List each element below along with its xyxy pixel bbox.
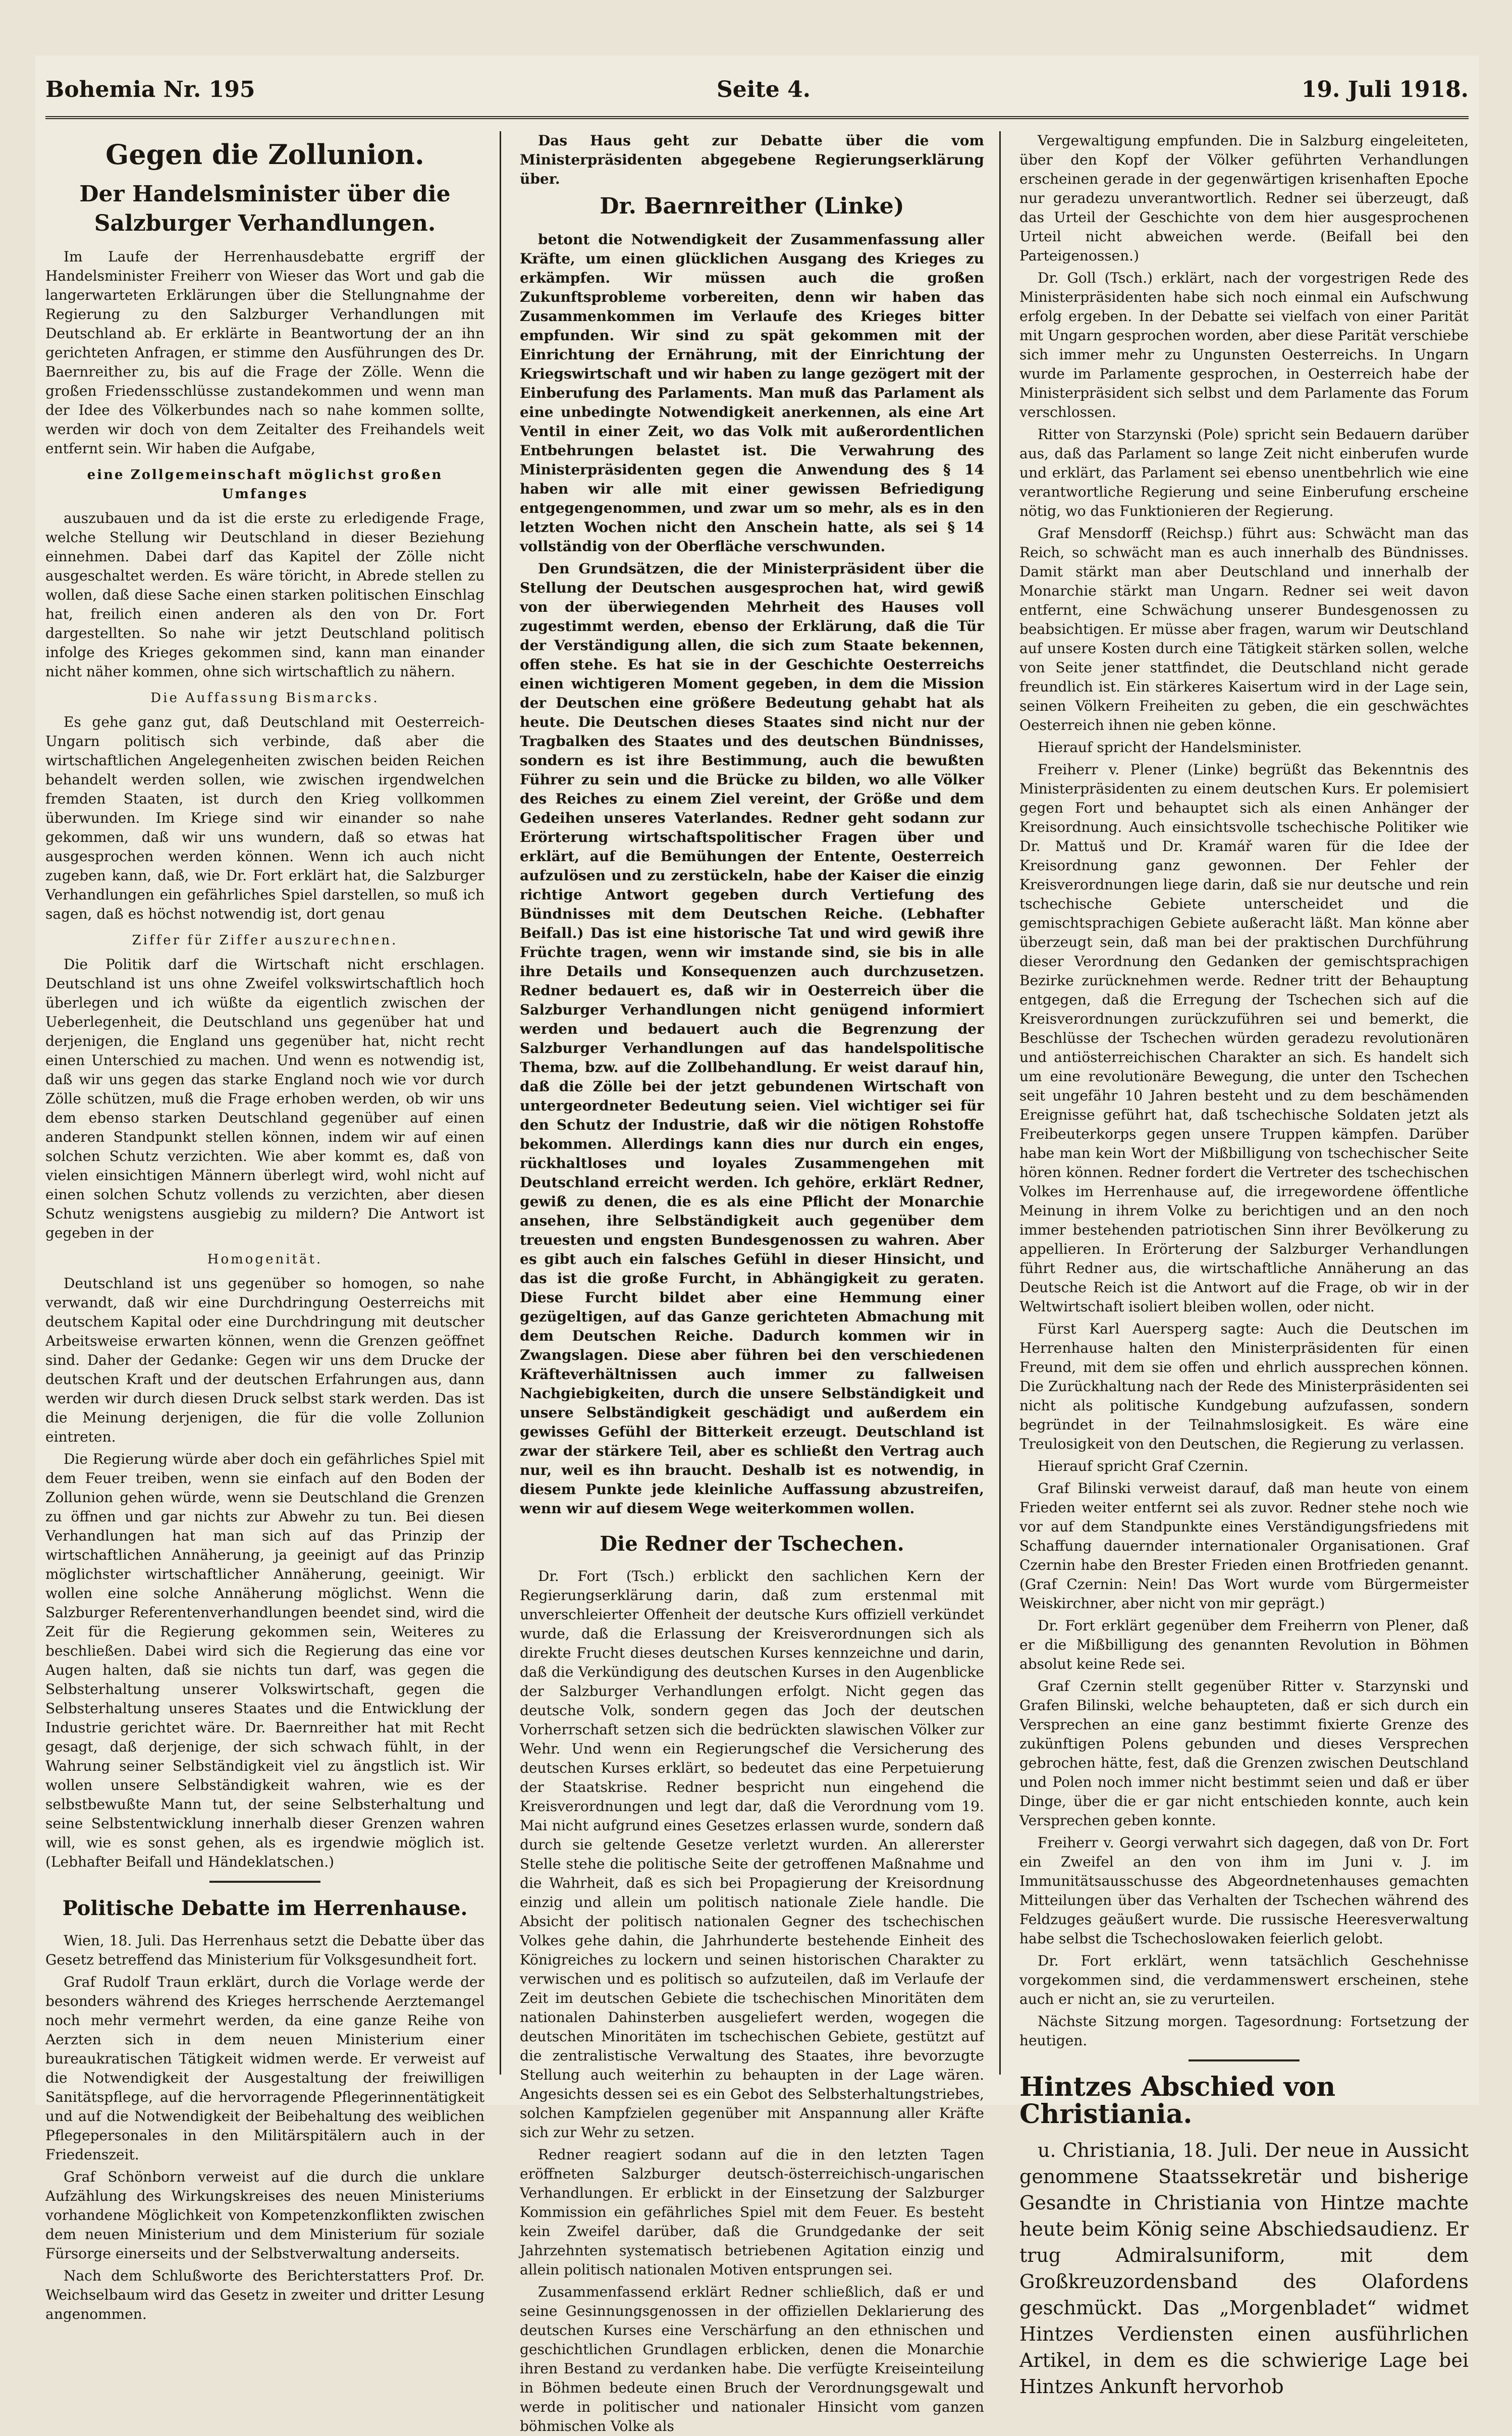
paragraph: Dr. Goll (Tsch.) erklärt, nach der vorgestrigen Rede des Ministerpräsidenten habe sich noch einmal ein Aufschwung erfolg ergeben. In der Debatte sei vielfach von einer Parität mit Ungarn gesprochen worden, aber diese Parität verschiebe sich immer mehr zu Ungunsten Oesterreichs. In Ungarn wurde im Parlamente gesprochen, in Oesterreich habe der Ministerpräsident sich selbst und dem Parlamente das Forum verschlossen. bbox=[1019, 270, 1469, 420]
paragraph: Wien, 18. Juli. Das Herrenhaus setzt die Debatte über das Gesetz betreffend das Ministerium für Volksgesundheit fort. bbox=[45, 1932, 484, 1968]
paragraph: Redner reagiert sodann auf die in den letzten Tagen eröffneten Salzburger deutsch-österreichisch-ungarischen Verhandlungen. Er erblickt in der Einsetzung der Salzburger Kommission ein gefährliches Spiel mit dem Feuer. Es besteht kein Zweifel darüber, daß die Grundgedanke der seit Jahrzehnten systematisch betriebenen Agitation einzig und allein politisch nationalen Motiven entsprungen sei. bbox=[520, 2146, 984, 2278]
paragraph: Fürst Karl Auersperg sagte: Auch die Deutschen im Herrenhause halten den Ministerpräsidenten für einen Freund, mit dem sie offen und ehrlich aussprechen können. Die Zurückhaltung nach der Rede des Ministerpräsidenten sei nicht als politische Kundgebung aufzufassen, sondern begründet in der Teilnahmslosigkeit. Es wäre eine Treulosigkeit von den Deutschen, die Regierung zu verlassen. bbox=[1019, 1320, 1469, 1452]
paragraph: auszubauen und da ist die erste zu erledigende Frage, welche Stellung wir Deutschland in dieser Beziehung einnehmen. Dabei darf das Kapitel der Zölle nicht ausgeschaltet werden. Es wäre töricht, in Abrede stellen zu wollen, daß diese Sache einen starken politischen Einschlag hat, freilich einen anderen als den von Dr. Fort dargestellten. So nahe wir jetzt Deutschland politisch infolge des Krieges gekommen sind, kann man einander nicht näher kommen, ohne sich wirtschaftlich zu nähern. bbox=[45, 510, 484, 680]
intro-paragraph: Das Haus geht zur Debatte über die vom Ministerpräsidenten abgegebene Regierungserklärung über. bbox=[520, 132, 984, 187]
column-divider bbox=[500, 131, 501, 2075]
section-subhead: Die Auffassung Bismarcks. bbox=[150, 691, 380, 706]
article-headline: Die Redner der Tschechen. bbox=[600, 1532, 904, 1556]
separator bbox=[1189, 2059, 1300, 2061]
paragraph: Dr. Fort (Tsch.) erblickt den sachlichen Kern der Regierungserklärung darin, daß zum erstenmal mit unverschleierter Offenheit der deutsche Kurs offiziell verkündet wurde, daß die Erlassung der Kreisverordnungen sich als direkte Frucht dieses deutschen Kurses kennzeichne und darin, daß die Verkündigung des deutschen Kurses in den Augenblicke der Salzburger Verhandlungen erfolgt. Nicht gegen das deutsche Volk, sondern gegen das Joch der deutschen Vorherrschaft setzen sich die bedrückten slawischen Völker zur Wehr. Und wenn ein Regierungschef die Versicherung des deutschen Kurses erklärt, so bedeutet das eine Perpetuierung der Staatskrise. Redner bespricht nun eingehend die Kreisverordnungen und legt dar, daß die Verordnung vom 19. Mai nicht aufgrund eines Gesetzes erlassen wurde, sondern daß durch sie geltende Gesetze verletzt wurden. An allererster Stelle stehe die politische Seite der getroffenen Maßnahme und die Wahrheit, daß es sich bei Propagierung der Kreisordnung einzig und allein um politisch nationale Ziele handle. Die Absicht der politisch nationalen Gegner des tschechischen Volkes gehe dahin, die Jahrhunderte bestehende Einheit des Königreiches zu lockern und seinen historischen Charakter zu verwischen und es politisch so aufzuteilen, daß im Verlaufe der Zeit im deutschen Gebiete die tschechischen Minoritäten dem nationalen Dahinsterben ausgeliefert werden, wogegen die deutschen Minoritäten im tschechischen Gebiete, gestützt auf die zentralistische Verwaltung des Staates, ihre bevorzugte Stellung auch weiterhin zu behaupten in der Lage wären. Angesichts dessen sei es ein Gebot des Selbsterhaltungstriebes, solchen Kampfzielen gegenüber mit Anspannung aller Kräfte sich zur Wehr zu setzen. bbox=[520, 1568, 984, 2141]
paragraph: Die Politik darf die Wirtschaft nicht erschlagen. Deutschland ist uns ohne Zweifel volkswirtschaftlich hoch überlegen und ich wüßte da eigentlich zwischen der Ueberlegenheit, die Deutschland uns gegenüber hat und derjenigen, die England uns gegenüber hat, nicht recht einen Unterschied zu machen. Und wenn es notwendig ist, daß wir uns gegen das starke England noch wie vor durch Zölle schützen, muß die Frage erhoben werden, ob wir uns dem ebenso starken Deutschland gegenüber auf einen anderen Standpunkt stellen können, indem wir auf einen solchen Schutz verzichten. Wie aber kommt es, daß von vielen einsichtigen Männern überlegt wird, wohl nicht auf einen solchen Schutz vollends zu verzichten, aber diesen Schutz wenigstens ausgiebig zu mildern? Die Antwort ist gegeben in der bbox=[45, 956, 484, 1241]
column-1 bbox=[45, 131, 484, 2322]
newspaper-page bbox=[35, 56, 1479, 2434]
paragraph: Die Regierung würde aber doch ein gefährliches Spiel mit dem Feuer treiben, wenn sie einfach auf den Boden der Zollunion gehen würde, wenn sie Deutschland die Grenzen zu öffnen und gar nichts zur Abwehr zu tun. Bei diesen Verhandlungen hat man sich auf das Prinzip der wirtschaftlichen Annäherung, ja geeinigt auf das Prinzip möglichster wirtschaftlicher Annäherung, geeinigt. Wir wollen eine solche Annäherung möglichst. Wenn die Salzburger Referentenverhandlungen beendet sind, wird die Zeit für die Regierung gekommen sein, Weiteres zu beschließen. Dabei wird sich die Regierung das eine vor Augen halten, daß sie nichts tun darf, was gegen die Selbsterhaltung unserer Volkswirtschaft, gegen die Selbsterhaltung unseres Staates und die Entwicklung der Industrie gerichtet wäre. Dr. Baernreither hat mit Recht gesagt, daß derjenige, der sich schwach fühlt, in der Wahrung seiner Selbständigkeit viel zu ängstlich ist. Wir wollen unsere Selbständigkeit wahren, wie es der selbstbewußte Mann tut, der seine Selbsterhaltung und seine Selbstentwicklung innerhalb dieser Grenzen wahren will, wie es sonst gehen, als es irgendwie möglich ist. (Lebhafter Beifall und Händeklatschen.) bbox=[45, 1451, 484, 1870]
paragraph: Ritter von Starzynski (Pole) spricht sein Bedauern darüber aus, daß das Parlament so lange Zeit nicht einberufen wurde und erklärt, das Parlament sei ebenso unentbehrlich wie eine verantwortliche Regierung und seine Einberufung erscheine nötig, wo das Funktionieren der Regierung. bbox=[1019, 426, 1469, 519]
article-subheadline: Der Handelsminister über die Salzburger Verhandlungen. bbox=[79, 181, 451, 236]
paragraph: u. Christiania, 18. Juli. Der neue in Aussicht genommene Staatssekretär und bisherige Gesandte in Christiania von Hintze machte heute beim König seine Abschiedsaudienz. Er trug Admiralsuniform, mit dem Großkreuzordensband des Olafordens geschmückt. Das „Morgenbladet“ widmet Hintzes Verdiensten einen ausführlichen Artikel, in dem es die schwierige Lage bei Hintzes Ankunft hervorhob bbox=[1019, 2139, 1469, 2398]
article-headline: Gegen die Zollunion. bbox=[105, 138, 424, 171]
paragraph: Freiherr v. Plener (Linke) begrüßt das Bekenntnis des Ministerpräsidenten zu einem deutschen Kurs. Er polemisiert gegen Fort und behauptet sich als einen Anhänger der Kreisordnung. Auch einsichtsvolle tschechische Politiker wie Dr. Mattuš und Dr. Kramář waren für die Idee der Kreisordnung ganz gewonnen. Der Fehler der Kreisverordnungen liege darin, daß sie nur deutsche und rein tschechische Gebiete unterscheidet und die gemischtsprachigen Gebiete außeracht läßt. Man könne aber überzeugt sein, daß man bei der praktischen Durchführung dieser Verordnung den Gedanken der gemischtsprachigen Bezirke zurücknehmen werde. Redner tritt der Behauptung entgegen, daß die Erregung der Tschechen sich auf die Kreisverordnungen zurückzuführen sei und bemerkt, die Beschlüsse der Tschechen würden geradezu revolutionären und antiösterreichischen Charakter an sich. Es handelt sich um eine revolutionäre Bewegung, die unter den Tschechen seit ungefähr 10 Jahren besteht und zu dem beschämenden Ereignisse geführt hat, daß tschechische Soldaten jetzt als Freibeuterkorps gegen unsere Truppen kämpfen. Darüber habe man kein Wort der Mißbilligung von tschechischer Seite hören können. Redner fordert die Vertreter des tschechischen Volkes im Herrenhause auf, die irregewordene öffentliche Meinung in ihrem Volke zu berichtigen und an den noch immer bestehenden patriotischen Sinn ihrer Bevölkerung zu appellieren. In Erörterung der Salzburger Verhandlungen führt Redner aus, die wirtschaftliche Annäherung an das Deutsche Reich ist die Antwort auf die Frage, ob wir in der Weltwirtschaft isoliert bleiben wollen, oder nicht. bbox=[1019, 761, 1469, 1315]
paragraph: Hierauf spricht der Handelsminister. bbox=[1038, 739, 1302, 756]
paragraph: betont die Notwendigkeit der Zusammenfassung aller Kräfte, um einen glücklichen Ausgang des Krieges zu erkämpfen. Wir müssen auch die großen Zukunftsprobleme vorbereiten, denn wir haben das Zusammenkommen im Verlaufe des Krieges bitter empfunden. Wir sind zu spät gekommen mit der Einrichtung der Ernährung, mit der Einrichtung der Kriegswirtschaft und wir haben zu lange gezögert mit der Einberufung des Parlaments. Man muß das Parlament als eine unbedingte Notwendigkeit anerkennen, als eine Art Ventil in einer Zeit, wo das Volk mit außerordentlichen Entbehrungen belastet ist. Die Verwahrung des Ministerpräsidenten gegen die Anwendung des § 14 haben wir alle mit einer gewissen Befriedigung entgegengenommen, und zwar um so mehr, als es in den letzten Wochen nicht den Anschein hatte, als sei § 14 vollständig von der Oberfläche verschwunden. bbox=[520, 231, 984, 555]
paragraph: Nach dem Schlußworte des Berichterstatters Prof. Dr. Weichselbaum wird das Gesetz in zweiter und dritter Lesung angenommen. bbox=[45, 2267, 484, 2322]
column-divider bbox=[999, 131, 1001, 2075]
article-headline: Politische Debatte im Herrenhause. bbox=[62, 1896, 468, 1920]
paragraph: Dr. Fort erklärt, wenn tatsächlich Geschehnisse vorgekommen sind, die verdammenswert erscheinen, stehe auch er nicht an, sie zu verurteilen. bbox=[1019, 1952, 1469, 2007]
article-headline: Hintzes Abschied von Christiania. bbox=[1019, 2072, 1336, 2130]
paragraph: Vergewaltigung empfunden. Die in Salzburg eingeleiteten, über den Kopf der Völker geführten Verhandlungen erscheinen gerade in der gegenwärtigen krisenhaften Epoche nur geradezu unverantwortlich. Redner sei überzeugt, daß das Urteil der Geschichte von dem hier ausgesprochenen Urteil nicht abweichen werde. (Beifall bei den Parteigenossen.) bbox=[1019, 132, 1469, 264]
paragraph: Hierauf spricht Graf Czernin. bbox=[1038, 1458, 1249, 1474]
section-subhead: Ziffer für Ziffer auszurechnen. bbox=[132, 933, 398, 948]
column-3 bbox=[1019, 131, 1469, 2398]
paragraph: Es gehe ganz gut, daß Deutschland mit Oesterreich-Ungarn politisch sich verbinde, daß aber die wirtschaftlichen Angelegenheiten zwischen beiden Reichen behandelt werden sollen, wie zwischen irgendwelchen fremden Staaten, ist durch den Krieg vollkommen überwunden. Im Kriege sind wir einander so nahe gekommen, daß wir uns wundern, daß so etwas hat ausgesprochen werden können. Wenn ich auch nicht zugeben kann, daß, wie Dr. Fort erklärt hat, die Salzburger Verhandlungen ein gefährliches Spiel darstellen, so muß ich sagen, daß es höchst notwendig ist, dort genau bbox=[45, 714, 484, 922]
paragraph: Den Grundsätzen, die der Ministerpräsident über die Stellung der Deutschen ausgesprochen hat, wird gewiß von der überwiegenden Mehrheit des Hauses voll zugestimmt werden, ebenso der Erklärung, daß die Tür der Verständigung allen, die sich zum Staate bekennen, offen stehe. Es hat sie in der Geschichte Oesterreichs einen wichtigeren Moment gegeben, in dem die Mission der Deutschen eine größere Bedeutung gehabt hat als heute. Die Deutschen dieses Staates sind nicht nur der Tragbalken des Staates und des deutschen Bündnisses, sondern es ist ihre Bestimmung, auch die bewußten Führer zu sein und die Brücke zu bilden, wo alle Völker des Reiches zu einem Ziel vereint, der Größe und dem Gedeihen unseres Vaterlandes. Redner geht sodann zur Erörterung wirtschaftspolitischer Fragen über und erklärt, auf die Bemühungen der Entente, Oesterreich aufzulösen und zu zerstückeln, habe der Kaiser die einzig richtige Antwort gegeben durch Vertiefung des Bündnisses mit dem Deutschen Reiche. (Lebhafter Beifall.) Das ist eine historische Tat und wird gewiß ihre Früchte tragen, wenn wir imstande sind, sie bis in alle ihre Details und Konsequenzen auch durchzusetzen. Redner bedauert es, daß wir in Oesterreich über die Salzburger Verhandlungen nicht genügend informiert werden und bedauert auch die Begrenzung der Salzburger Verhandlungen auf das handelspolitische Thema, bzw. auf die Zollbehandlung. Er weist darauf hin, daß die Zölle bei der jetzt gebundenen Wirtschaft von untergeordneter Bedeutung seien. Viel wichtiger sei für den Schutz der Industrie, daß wir die nötigen Rohstoffe bekommen. Allerdings kann dies nur durch ein enges, rückhaltloses und loyales Zusammengehen mit Deutschland erreicht werden. Ich gehöre, erklärt Redner, gewiß zu denen, die es als eine Pflicht der Monarchie ansehen, ihre Selbständigkeit auch gegenüber dem treuesten und engsten Bundesgenossen zu wahren. Aber es gibt auch ein falsches Gefühl in dieser Hinsicht, und das ist die große Furcht, in Abhängigkeit zu geraten. Diese Furcht bildet aber eine Hemmung einer gezügeltigen, auf das Ganze gerichteten Abmachung mit dem Deutschen Reiche. Dadurch kommen wir in Zwangslagen. Diese aber führen bei den verschiedenen Kräfteverhältnissen auch immer zu fallweisen Nachgiebigkeiten, durch die unsere Selbständigkeit und unsere Selbständigkeit geschädigt und außerdem ein gewisses Gefühl der Bitterkeit erzeugt. Deutschland ist zwar der stärkere Teil, aber es schließt den Vertrag auch nur, weil es ihn braucht. Deshalb ist es notwendig, in diesem Punkte jede kleinliche Auffassung abzustreifen, wenn wir auf diesem Wege weiterkommen wollen. bbox=[520, 560, 984, 1517]
paragraph: Dr. Fort erklärt gegenüber dem Freiherrn von Plener, daß er die Mißbilligung des genannten Revolution in Böhmen absolut keine Rede sei. bbox=[1019, 1617, 1469, 1672]
header-date: 19. Juli 1918. bbox=[1301, 77, 1469, 102]
speaker-heading: Dr. Baernreither (Linke) bbox=[600, 193, 904, 219]
paragraph: Graf Mensdorff (Reichsp.) führt aus: Schwächt man das Reich, so schwächt man es auch innerhalb des Bündnisses. Damit stärkt man aber Deutschland und innerhalb der Monarchie stärkt man Ungarn. Redner sei weit davon entfernt, eine Schwächung unserer Bundesgenossen zu beabsichtigen. Er müsse aber fragen, warum wir Deutschland auf unsere Kosten durch eine Tätigkeit stärken sollen, welche von Seite jener stattfindet, die Deutschland nicht gerade freundlich ist. Ein stärkeres Kaisertum wird in der Lage sein, seinen Völkern Freiheiten zu geben, die ein geschwächtes Oesterreich ihnen nie geben könne. bbox=[1019, 525, 1469, 733]
section-subhead: eine Zollgemeinschaft möglichst großen Umfanges bbox=[87, 467, 443, 502]
page-header bbox=[45, 71, 1469, 119]
paragraph: Nächste Sitzung morgen. Tagesordnung: Fortsetzung der heutigen. bbox=[1019, 2013, 1469, 2049]
header-issue: Bohemia Nr. 195 bbox=[45, 77, 255, 102]
paragraph: Graf Rudolf Traun erklärt, durch die Vorlage werde der besonders während des Krieges herrschende Aerztemangel noch mehr vermehrt werden, da eine ganze Reihe von Aerzten sich in dem neuen Ministerium einer bureaukratischen Tätigkeit widmen werde. Er verweist auf die Notwendigkeit der Ausgestaltung der freiwilligen Sanitätspflege, auf die hervorragende Pflegerinnentätigkeit und auf die Notwendigkeit der Beibehaltung des weiblichen Pflegepersonales in den Militärspitälern auch in der Friedenszeit. bbox=[45, 1974, 484, 2163]
paragraph: Graf Czernin stellt gegenüber Ritter v. Starzynski und Grafen Bilinski, welche behaupteten, daß er sich durch ein Versprechen an eine ganz bestimmt fixierte Grenze des zukünftigen Polens gebunden und dieses Versprechen gebrochen hätte, fest, daß die Grenzen zwischen Deutschland und Polen noch immer nicht bestimmt seien und daß er über Dinge, über die er gar nicht entschieden konnte, auch kein Versprechen geben konnte. bbox=[1019, 1678, 1469, 1829]
paragraph: Graf Schönborn verweist auf die durch die unklare Aufzählung des Wirkungskreises des neuen Ministeriums vorhandene Möglichkeit von Kompetenzkonflikten zwischen dem neuen Ministerium und dem Ministerium für soziale Fürsorge einerseits und der Selbstverwaltung anderseits. bbox=[45, 2168, 484, 2262]
paragraph: Graf Bilinski verweist darauf, daß man heute von einem Frieden weiter entfernt sei als zuvor. Redner stehe noch wie vor auf dem Standpunkte eines Verständigungsfriedens mit Schaffung dauernder internationaler Organisationen. Graf Czernin habe den Brester Frieden einen Brotfrieden genannt. (Graf Czernin: Nein! Das Wort wurde vom Bürgermeister Weiskirchner, aber nicht von mir geprägt.) bbox=[1019, 1480, 1469, 1612]
column-2 bbox=[520, 131, 984, 2434]
paragraph: Deutschland ist uns gegenüber so homogen, so nahe verwandt, daß wir eine Durchdringung Oesterreichs mit deutschem Kapital oder eine Durchdringung mit deutscher Arbeitsweise erwarten können, wenn die Grenzen geöffnet sind. Daher der Gedanke: Gegen wir uns dem Drucke der deutschen Kraft und der deutschen Erfahrungen aus, dann werden wir durch diesen Druck selbst stark werden. Das ist die Meinung derjenigen, die für die volle Zollunion eintreten. bbox=[45, 1275, 484, 1445]
paragraph: Zusammenfassend erklärt Redner schließlich, daß er und seine Gesinnungsgenossen in der offiziellen Deklarierung des deutschen Kurses eine Verschärfung an den ethnischen und geschichtlichen Grundlagen erblicken, denen die Monarchie ihren Bestand zu verdanken habe. Die verfügte Kreiseinteilung in Böhmen bedeute einen Bruch der Verordnungsgewalt und werde in politischer und nationaler Hinsicht vom ganzen böhmischen Volke als bbox=[520, 2284, 984, 2434]
paragraph: Im Laufe der Herrenhausdebatte ergriff der Handelsminister Freiherr von Wieser das Wort und gab die langerwarteten Erklärungen über die Stellungnahme der Regierung zu den Salzburger Verhandlungen mit Deutschland ab. Er erklärte in Beantwortung der an ihn gerichteten Anfragen, er stimme den Ausführungen des Dr. Baernreither zu, bis auf die Frage der Zölle. Wenn die großen Friedensschlüsse zustandekommen und wenn man der Idee des Völkerbundes nach so nahe kommen sollte, werden wir doch von dem Zeitalter des Freihandels weit entfernt sein. Wir haben die Aufgabe, bbox=[45, 248, 484, 457]
separator bbox=[209, 1881, 320, 1883]
paragraph: Freiherr v. Georgi verwahrt sich dagegen, daß von Dr. Fort ein Zweifel an den von ihm im Juni v. J. im Immunitätsausschusse des Abgeordnetenhauses gemachten Mitteilungen über das Verhalten der Tschechen während des Feldzuges geäußert wurde. Die russische Heeresverwaltung habe selbst die Tschechoslowaken feierlich gelobt. bbox=[1019, 1834, 1469, 1947]
header-page-number: Seite 4. bbox=[717, 77, 811, 102]
section-subhead: Homogenität. bbox=[207, 1252, 323, 1267]
